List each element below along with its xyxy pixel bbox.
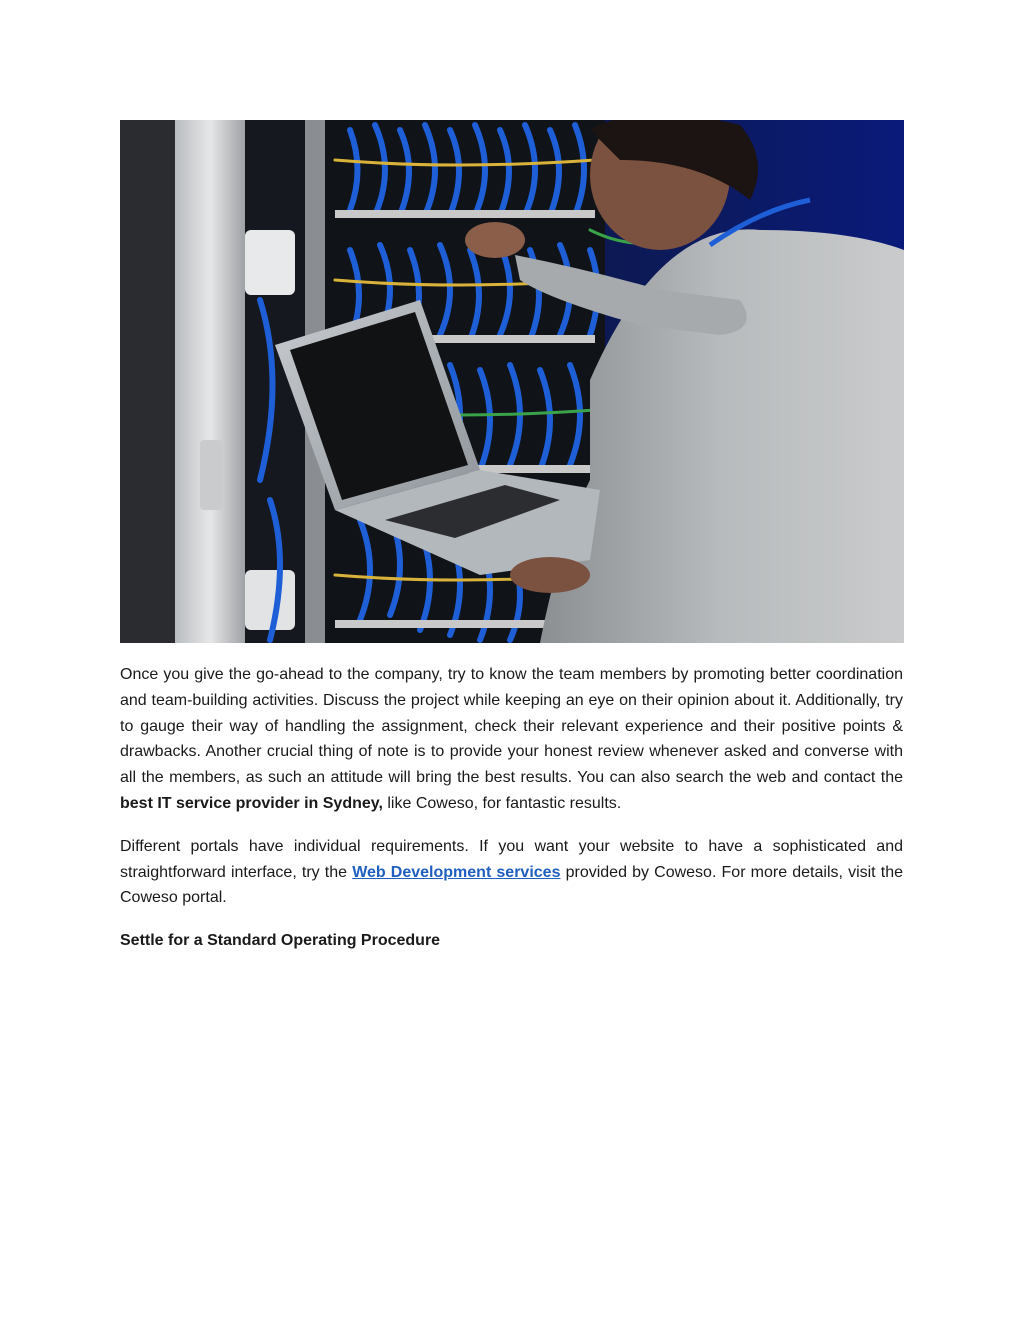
paragraph-team-text-1: Once you give the go-ahead to the company, try to know the team members by promoting better coordination and team-building activities. Discuss the project while keeping an eye on their opinion about it. Additionally, try to gauge their way of handling the assignment, check their relevant experience and their positive points & drawbacks. Another crucial thing of note is to provide your honest review whenever asked and converse with all the members, as such an attitude will bring the best results. You can also search the web and contact the: [120, 666, 903, 787]
paragraph-portals-text-1: Different portals have individual requirements. If you want your website to have a sophisticated and straightforward interface, try the: [120, 837, 903, 881]
paragraph-team-text-2: like Coweso, for fantastic results.: [382, 794, 622, 812]
web-development-link[interactable]: Web Development services: [352, 863, 561, 881]
it-provider-emphasis: best IT service provider in Sydney,: [120, 794, 383, 812]
photo-illustration: [120, 120, 904, 643]
paragraph-portals-text-2: provided by Coweso. For more details, visit the Coweso portal.: [120, 863, 903, 907]
paragraph-portals: [120, 834, 903, 911]
section-heading: Settle for a Standard Operating Procedure: [120, 932, 441, 950]
server-technician-photo: [120, 120, 904, 643]
paragraph-team: [120, 662, 903, 817]
article-body: [120, 662, 903, 971]
